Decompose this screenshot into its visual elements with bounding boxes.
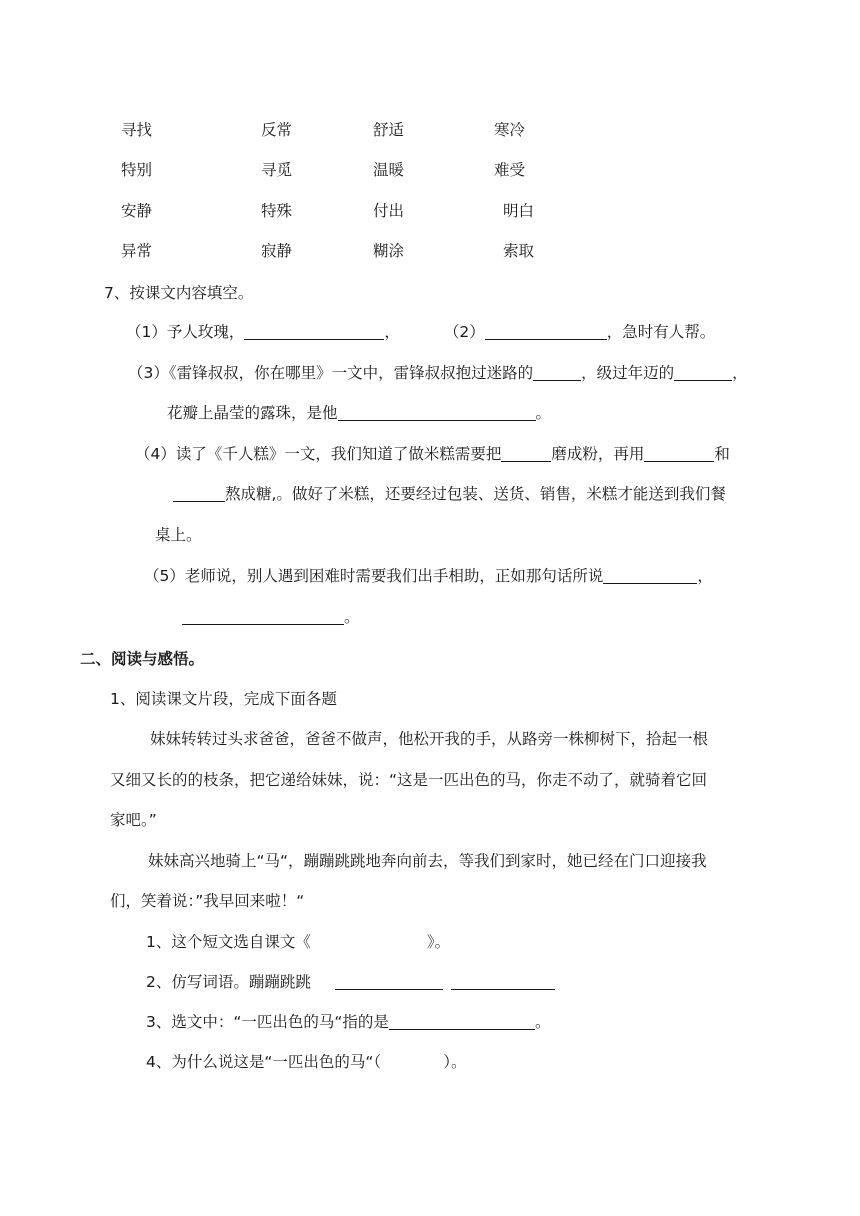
q7-item-2-tail: ，急时有人帮。 [606,323,716,341]
q7-item-5-text: ， [697,567,713,585]
q7-item-4-text: 熬成糖,。做好了米糕，还要经过包装、送货、销售，米糕才能送到我们餐 [225,485,726,503]
section-2-heading: 二、阅读与感悟。 [80,650,205,668]
word-cell: 温暖 [373,161,405,179]
reading-question-text: 1、这个短文选自课文《 [146,933,311,951]
reading-question-2 [146,972,555,992]
answer-blank[interactable] [244,323,384,340]
section-2-subheading: 1、阅读课文片段，完成下面各题 [110,690,337,708]
word-cell: 寻觅 [261,161,293,179]
word-cell: 特殊 [261,202,293,220]
q7-item-5-text: 。 [344,608,360,626]
word-cell: 付出 [373,202,405,220]
q7-item-4-text: 和 [714,445,730,463]
q7-item-3-line2 [167,403,551,423]
q7-item-1 [126,322,715,342]
q7-item-1-comma: ， [384,323,400,341]
word-cell: 安静 [121,202,153,220]
passage-line: 们，笑着说：”我早回来啦！“ [110,892,305,910]
reading-question-text: 3、选文中：“一匹出色的马“指的是 [146,1013,389,1031]
reading-question-text: 》。 [426,933,451,951]
passage-line: 妹妹高兴地骑上“马“，蹦蹦跳跳地奔向前去，等我们到家时，她已经在门口迎接我 [148,852,707,870]
word-cell: 索取 [503,242,535,260]
q7-item-4-line1 [135,444,730,464]
word-cell: 特别 [121,161,153,179]
answer-blank[interactable] [674,364,732,381]
passage-line: 家吧。” [110,811,157,829]
q7-item-3-text: ，级过年迈的 [581,364,675,382]
q7-item-5-text: （5）老师说，别人遇到困难时需要我们出手相助，正如那句话所说 [144,567,604,585]
answer-blank[interactable] [389,1013,535,1030]
q7-item-3-text: ， [732,364,748,382]
q7-item-4-text: （4）读了《千人糕》一文，我们知道了做米糕需要把 [135,445,502,463]
word-cell: 异常 [121,242,153,260]
passage-line: 妹妹转转过头求爸爸，爸爸不做声，他松开我的手，从路旁一株柳树下，拾起一根 [150,730,709,748]
answer-blank[interactable] [644,445,714,462]
question-7-title: 7、按课文内容填空。 [104,284,254,302]
answer-blank[interactable] [338,404,536,421]
answer-blank[interactable] [173,485,225,502]
q7-item-2-text: （2） [443,323,485,341]
answer-blank[interactable] [182,608,344,625]
reading-question-text: 2、仿写词语。蹦蹦跳跳 [146,973,311,991]
answer-blank[interactable] [485,323,607,340]
answer-blank[interactable] [451,973,555,990]
word-cell: 难受 [494,161,526,179]
passage-line: 又细又长的的枝条，把它递给妹妹，说：“这是一匹出色的马，你走不动了，就骑着它回 [110,771,708,789]
q7-item-3-line1 [128,363,748,383]
q7-item-3-text: 。 [535,404,552,422]
reading-question-3 [146,1012,550,1032]
answer-blank[interactable] [603,567,697,584]
word-cell: 反常 [261,121,293,139]
q7-item-3-text: 花瓣上晶莹的露珠，是他 [167,404,338,422]
reading-question-text: 。 [534,1013,551,1031]
q7-item-5-line1 [144,566,713,586]
q7-item-4-line3: 桌上。 [155,526,202,544]
word-cell: 寒冷 [494,121,526,139]
answer-blank[interactable] [501,445,551,462]
reading-question-text: 4、为什么说这是“一匹出色的马“（ [146,1053,382,1071]
word-cell: 寂静 [261,242,293,260]
reading-question-4 [146,1052,466,1072]
q7-item-4-text: 磨成粉，再用 [551,445,645,463]
q7-item-1-text: （1）予人玫瑰， [126,323,245,341]
q7-item-3-text: （3）《雷锋叔叔，你在哪里》一文中，雷锋叔叔抱过迷路的 [128,364,534,382]
word-cell: 寻找 [121,121,153,139]
answer-blank[interactable] [533,364,581,381]
q7-item-5-line2 [182,607,360,627]
answer-blank[interactable] [335,973,443,990]
word-cell: 舒适 [373,121,405,139]
q7-item-4-line2 [173,484,726,504]
reading-question-text: ）。 [443,1053,467,1071]
reading-question-1 [146,932,450,952]
word-cell: 糊涂 [373,242,405,260]
word-cell: 明白 [503,202,535,220]
